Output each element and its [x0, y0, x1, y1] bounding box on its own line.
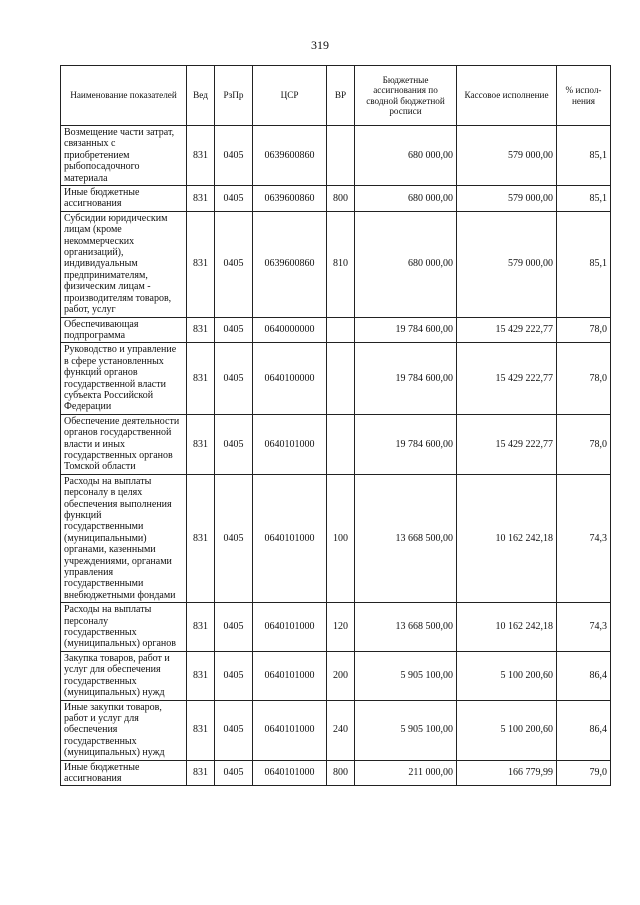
table-row	[61, 700, 611, 760]
cell-ved: 831	[187, 126, 215, 186]
cell-budget: 19 784 600,00	[355, 414, 457, 474]
cell-name: Руководство и управление в сфере установленных функций органов государственной власти субъекта Российской Федерации	[61, 343, 187, 414]
cell-kass: 15 429 222,77	[457, 343, 557, 414]
cell-ved: 831	[187, 760, 215, 786]
cell-ved: 831	[187, 700, 215, 760]
cell-vr: 240	[327, 700, 355, 760]
header-vr: ВР	[327, 66, 355, 126]
cell-vr: 100	[327, 474, 355, 602]
budget-table	[60, 65, 611, 786]
cell-csr: 0640101000	[253, 414, 327, 474]
cell-csr: 0639600860	[253, 186, 327, 212]
cell-ved: 831	[187, 317, 215, 343]
cell-rzpr: 0405	[215, 414, 253, 474]
cell-rzpr: 0405	[215, 474, 253, 602]
cell-pct: 78,0	[557, 317, 611, 343]
cell-rzpr: 0405	[215, 700, 253, 760]
cell-kass: 15 429 222,77	[457, 317, 557, 343]
cell-pct: 79,0	[557, 760, 611, 786]
cell-csr: 0640101000	[253, 760, 327, 786]
header-pct: % испол-нения	[557, 66, 611, 126]
cell-budget: 13 668 500,00	[355, 603, 457, 652]
cell-ved: 831	[187, 211, 215, 317]
cell-vr: 810	[327, 211, 355, 317]
cell-name: Иные закупки товаров, работ и услуг для обеспечения государственных (муниципальных) нужд	[61, 700, 187, 760]
table-body	[61, 126, 611, 786]
table-row	[61, 317, 611, 343]
cell-csr: 0640100000	[253, 343, 327, 414]
cell-kass: 579 000,00	[457, 126, 557, 186]
cell-budget: 19 784 600,00	[355, 343, 457, 414]
cell-budget: 5 905 100,00	[355, 700, 457, 760]
cell-name: Возмещение части затрат, связанных с приобретением рыбопосадочного материала	[61, 126, 187, 186]
cell-name: Субсидии юридическим лицам (кроме некоммерческих организаций), индивидуальным предпринимателям, физическим лицам - производителям товаров, работ, услуг	[61, 211, 187, 317]
cell-rzpr: 0405	[215, 211, 253, 317]
table-row	[61, 760, 611, 786]
cell-kass: 10 162 242,18	[457, 474, 557, 602]
cell-name: Расходы на выплаты персоналу государственных (муниципальных) органов	[61, 603, 187, 652]
cell-kass: 5 100 200,60	[457, 700, 557, 760]
cell-csr: 0640101000	[253, 700, 327, 760]
header-budget: Бюджетные ассигнования по сводной бюджетной росписи	[355, 66, 457, 126]
cell-pct: 74,3	[557, 474, 611, 602]
cell-vr	[327, 343, 355, 414]
cell-ved: 831	[187, 414, 215, 474]
cell-ved: 831	[187, 651, 215, 700]
cell-vr: 800	[327, 186, 355, 212]
cell-ved: 831	[187, 474, 215, 602]
cell-csr: 0640101000	[253, 603, 327, 652]
cell-budget: 13 668 500,00	[355, 474, 457, 602]
cell-kass: 15 429 222,77	[457, 414, 557, 474]
table-row	[61, 343, 611, 414]
header-kass: Кассовое исполнение	[457, 66, 557, 126]
table-row	[61, 186, 611, 212]
table-header	[61, 66, 611, 126]
cell-budget: 211 000,00	[355, 760, 457, 786]
table-row	[61, 474, 611, 602]
cell-rzpr: 0405	[215, 603, 253, 652]
cell-name: Иные бюджетные ассигнования	[61, 186, 187, 212]
cell-name: Закупка товаров, работ и услуг для обеспечения государственных (муниципальных) нужд	[61, 651, 187, 700]
cell-rzpr: 0405	[215, 343, 253, 414]
cell-csr: 0639600860	[253, 211, 327, 317]
cell-name: Иные бюджетные ассигнования	[61, 760, 187, 786]
cell-vr: 200	[327, 651, 355, 700]
table-row	[61, 603, 611, 652]
cell-csr: 0640101000	[253, 474, 327, 602]
cell-ved: 831	[187, 603, 215, 652]
cell-budget: 680 000,00	[355, 186, 457, 212]
cell-rzpr: 0405	[215, 651, 253, 700]
cell-rzpr: 0405	[215, 126, 253, 186]
cell-budget: 680 000,00	[355, 211, 457, 317]
cell-kass: 166 779,99	[457, 760, 557, 786]
cell-vr: 120	[327, 603, 355, 652]
table-row	[61, 126, 611, 186]
cell-pct: 86,4	[557, 651, 611, 700]
cell-vr	[327, 317, 355, 343]
cell-kass: 5 100 200,60	[457, 651, 557, 700]
cell-name: Обеспечение деятельности органов государственной власти и иных государственных органов Томской области	[61, 414, 187, 474]
table-row	[61, 414, 611, 474]
cell-name: Расходы на выплаты персоналу в целях обеспечения выполнения функций государственными (муниципальными) органами, казенными учреждениями, органами управления государственными внебюджетными фондами	[61, 474, 187, 602]
cell-pct: 74,3	[557, 603, 611, 652]
cell-budget: 680 000,00	[355, 126, 457, 186]
cell-pct: 85,1	[557, 126, 611, 186]
cell-kass: 579 000,00	[457, 186, 557, 212]
cell-vr	[327, 126, 355, 186]
header-rzpr: РзПр	[215, 66, 253, 126]
cell-vr: 800	[327, 760, 355, 786]
cell-pct: 78,0	[557, 343, 611, 414]
cell-pct: 78,0	[557, 414, 611, 474]
cell-csr: 0640101000	[253, 651, 327, 700]
header-csr: ЦСР	[253, 66, 327, 126]
cell-csr: 0639600860	[253, 126, 327, 186]
cell-kass: 10 162 242,18	[457, 603, 557, 652]
table-row	[61, 651, 611, 700]
cell-rzpr: 0405	[215, 760, 253, 786]
cell-rzpr: 0405	[215, 317, 253, 343]
page-number: 319	[311, 38, 329, 52]
cell-kass: 579 000,00	[457, 211, 557, 317]
cell-name: Обеспечивающая подпрограмма	[61, 317, 187, 343]
cell-ved: 831	[187, 343, 215, 414]
cell-pct: 85,1	[557, 186, 611, 212]
cell-pct: 86,4	[557, 700, 611, 760]
cell-pct: 85,1	[557, 211, 611, 317]
cell-budget: 19 784 600,00	[355, 317, 457, 343]
cell-rzpr: 0405	[215, 186, 253, 212]
header-ved: Вед	[187, 66, 215, 126]
cell-csr: 0640000000	[253, 317, 327, 343]
table-row	[61, 211, 611, 317]
cell-budget: 5 905 100,00	[355, 651, 457, 700]
cell-vr	[327, 414, 355, 474]
header-name: Наименование показателей	[61, 66, 187, 126]
cell-ved: 831	[187, 186, 215, 212]
